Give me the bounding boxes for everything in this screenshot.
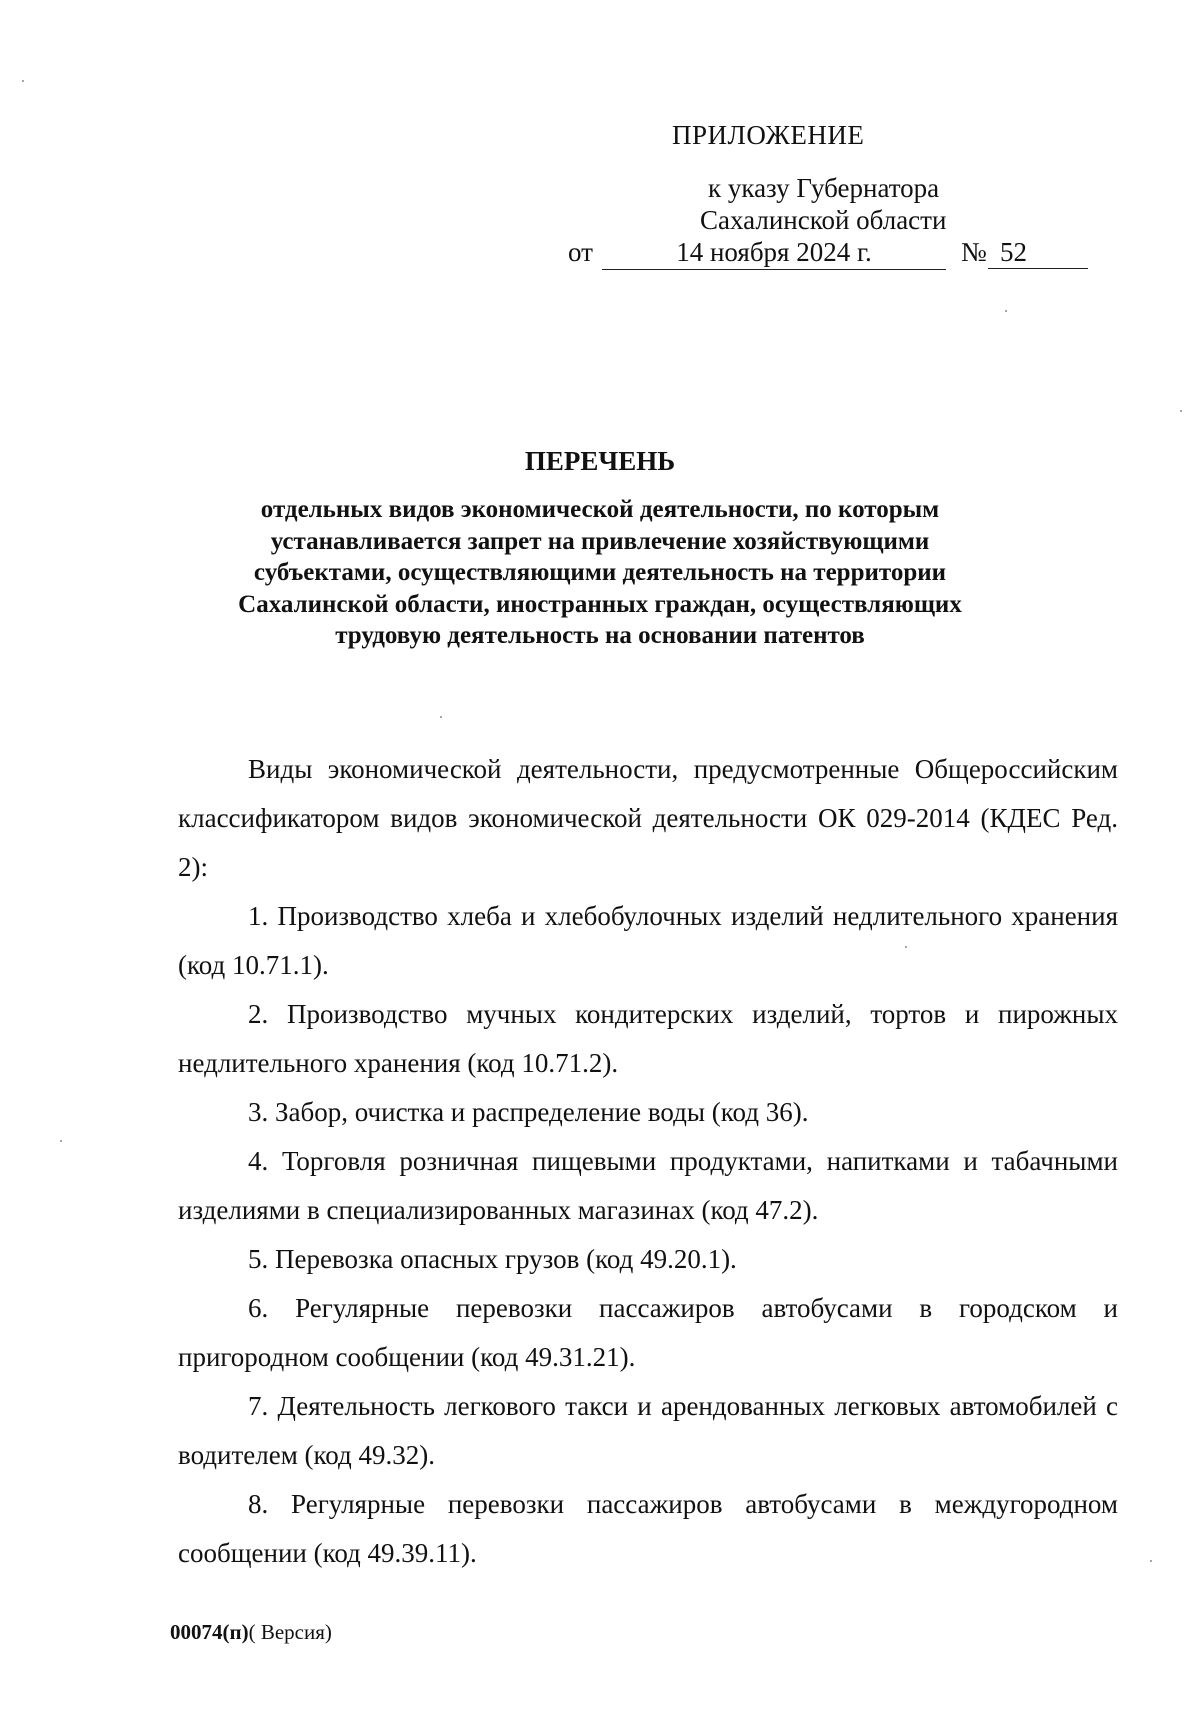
list-item: 6. Регулярные перевозки пассажиров автобусами в городском и пригородном сообщении (код 49.31.21). — [178, 1293, 1118, 1372]
document-subtitle — [200, 494, 1000, 652]
list-item: 3. Забор, очистка и распределение воды (код 36). — [248, 1097, 809, 1127]
list-item: 1. Производство хлеба и хлебобулочных изделий недлительного хранения (код 10.71.1). — [178, 901, 1118, 980]
decree-date-row — [568, 237, 1088, 273]
document-body — [178, 745, 1118, 1578]
appendix-decree-line: к указу Губернатора — [708, 173, 940, 203]
list-item: 7. Деятельность легкового такси и арендованных легковых автомобилей с водителем (код 49.32). — [178, 1391, 1118, 1470]
scan-speck — [60, 1140, 62, 1142]
number-label: № — [961, 237, 987, 267]
subtitle-line: субъектами, осуществляющими деятельность на территории — [253, 559, 947, 586]
subtitle-line: устанавливается запрет на привлечение хозяйствующими — [270, 527, 930, 555]
document-title: ПЕРЕЧЕНЬ — [524, 446, 676, 476]
list-item: 8. Регулярные перевозки пассажиров автобусами в междугородном сообщении (код 49.39.11). — [178, 1489, 1118, 1568]
scan-speck — [905, 946, 907, 948]
subtitle-line: Сахалинской области, иностранных граждан, осуществляющих — [238, 590, 962, 618]
footer-document-code — [170, 1620, 332, 1645]
intro-paragraph: Виды экономической деятельности, предусмотренные Общероссийским классификатором видов экономической деятельности ОК 029-2014 (КДЕС Ред. 2): — [178, 754, 1118, 882]
from-label: от — [568, 237, 593, 267]
appendix-title: ПРИЛОЖЕНИЕ — [672, 120, 865, 150]
scan-speck — [1150, 1560, 1152, 1562]
list-item: 2. Производство мучных кондитерских изделий, тортов и пирожных недлительного хранения (код 10.71.2). — [178, 999, 1118, 1078]
scan-speck — [22, 80, 24, 82]
footer-code-version: ( Версия) — [248, 1620, 332, 1644]
subtitle-line: отдельных видов экономической деятельности, по которым — [260, 496, 940, 523]
decree-number: 52 — [988, 237, 1088, 269]
scan-speck — [1180, 410, 1182, 412]
list-item: 4. Торговля розничная пищевыми продуктами, напитками и табачными изделиями в специализированных магазинах (код 47.2). — [178, 1146, 1118, 1225]
decree-date: 14 ноября 2024 г. — [602, 237, 946, 270]
subtitle-line: трудовую деятельность на основании патентов — [335, 622, 865, 649]
scan-speck — [1005, 310, 1007, 312]
list-item: 5. Перевозка опасных грузов (код 49.20.1). — [248, 1244, 737, 1274]
scan-speck — [440, 716, 442, 718]
appendix-region-line: Сахалинской области — [700, 205, 947, 235]
footer-code-number: 00074(п) — [170, 1620, 249, 1644]
